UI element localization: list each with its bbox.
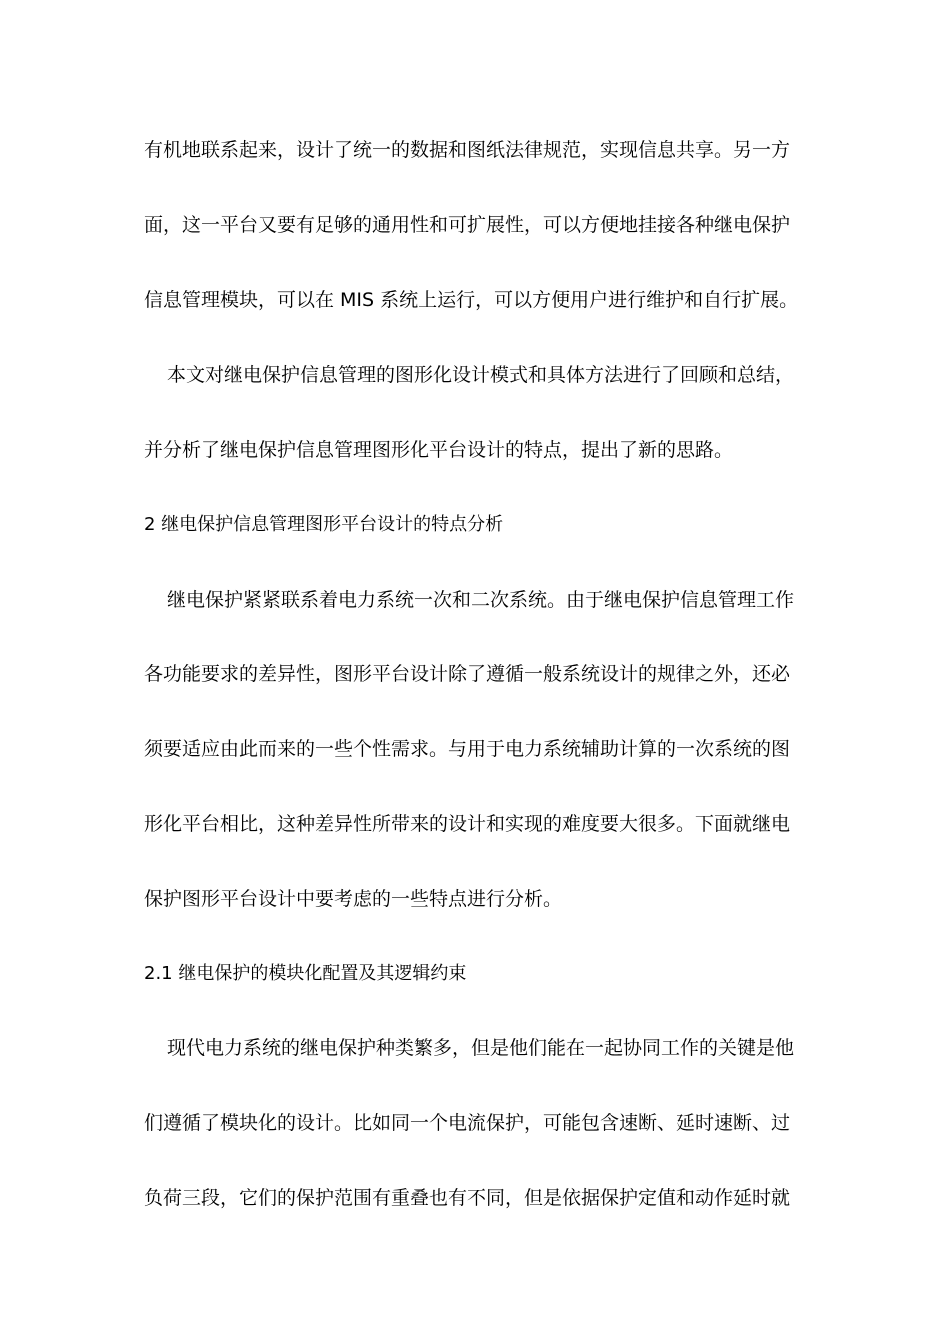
paragraph-line: 面，这一平台又要有足够的通用性和可扩展性，可以方便地挂接各种继电保护 xyxy=(144,214,791,236)
paragraph-line: 本文对继电保护信息管理的图形化设计模式和具体方法进行了回顾和总结， xyxy=(167,364,795,386)
paragraph-line: 并分析了继电保护信息管理图形化平台设计的特点，提出了新的思路。 xyxy=(144,439,734,461)
subsection-heading: 2.1 继电保护的模块化配置及其逻辑约束 xyxy=(144,963,467,984)
paragraph-line: 现代电力系统的继电保护种类繁多，但是他们能在一起协同工作的关键是他 xyxy=(167,1037,795,1059)
section-heading: 2 继电保护信息管理图形平台设计的特点分析 xyxy=(144,514,504,535)
paragraph-line: 信息管理模块，可以在 MIS 系统上运行，可以方便用户进行维护和自行扩展。 xyxy=(144,289,799,311)
paragraph-line: 负荷三段，它们的保护范围有重叠也有不同，但是依据保护定值和动作延时就 xyxy=(144,1187,791,1209)
paragraph-line: 继电保护紧紧联系着电力系统一次和二次系统。由于继电保护信息管理工作 xyxy=(167,589,795,611)
paragraph-line: 保护图形平台设计中要考虑的一些特点进行分析。 xyxy=(144,888,563,910)
paragraph-line: 各功能要求的差异性，图形平台设计除了遵循一般系统设计的规律之外，还必 xyxy=(144,663,791,685)
paragraph-line: 有机地联系起来，设计了统一的数据和图纸法律规范，实现信息共享。另一方 xyxy=(144,139,791,161)
paragraph-line: 须要适应由此而来的一些个性需求。与用于电力系统辅助计算的一次系统的图 xyxy=(144,738,791,760)
paragraph-line: 形化平台相比，这种差异性所带来的设计和实现的难度要大很多。下面就继电 xyxy=(144,813,791,835)
paragraph-line: 们遵循了模块化的设计。比如同一个电流保护，可能包含速断、延时速断、过 xyxy=(144,1112,791,1134)
